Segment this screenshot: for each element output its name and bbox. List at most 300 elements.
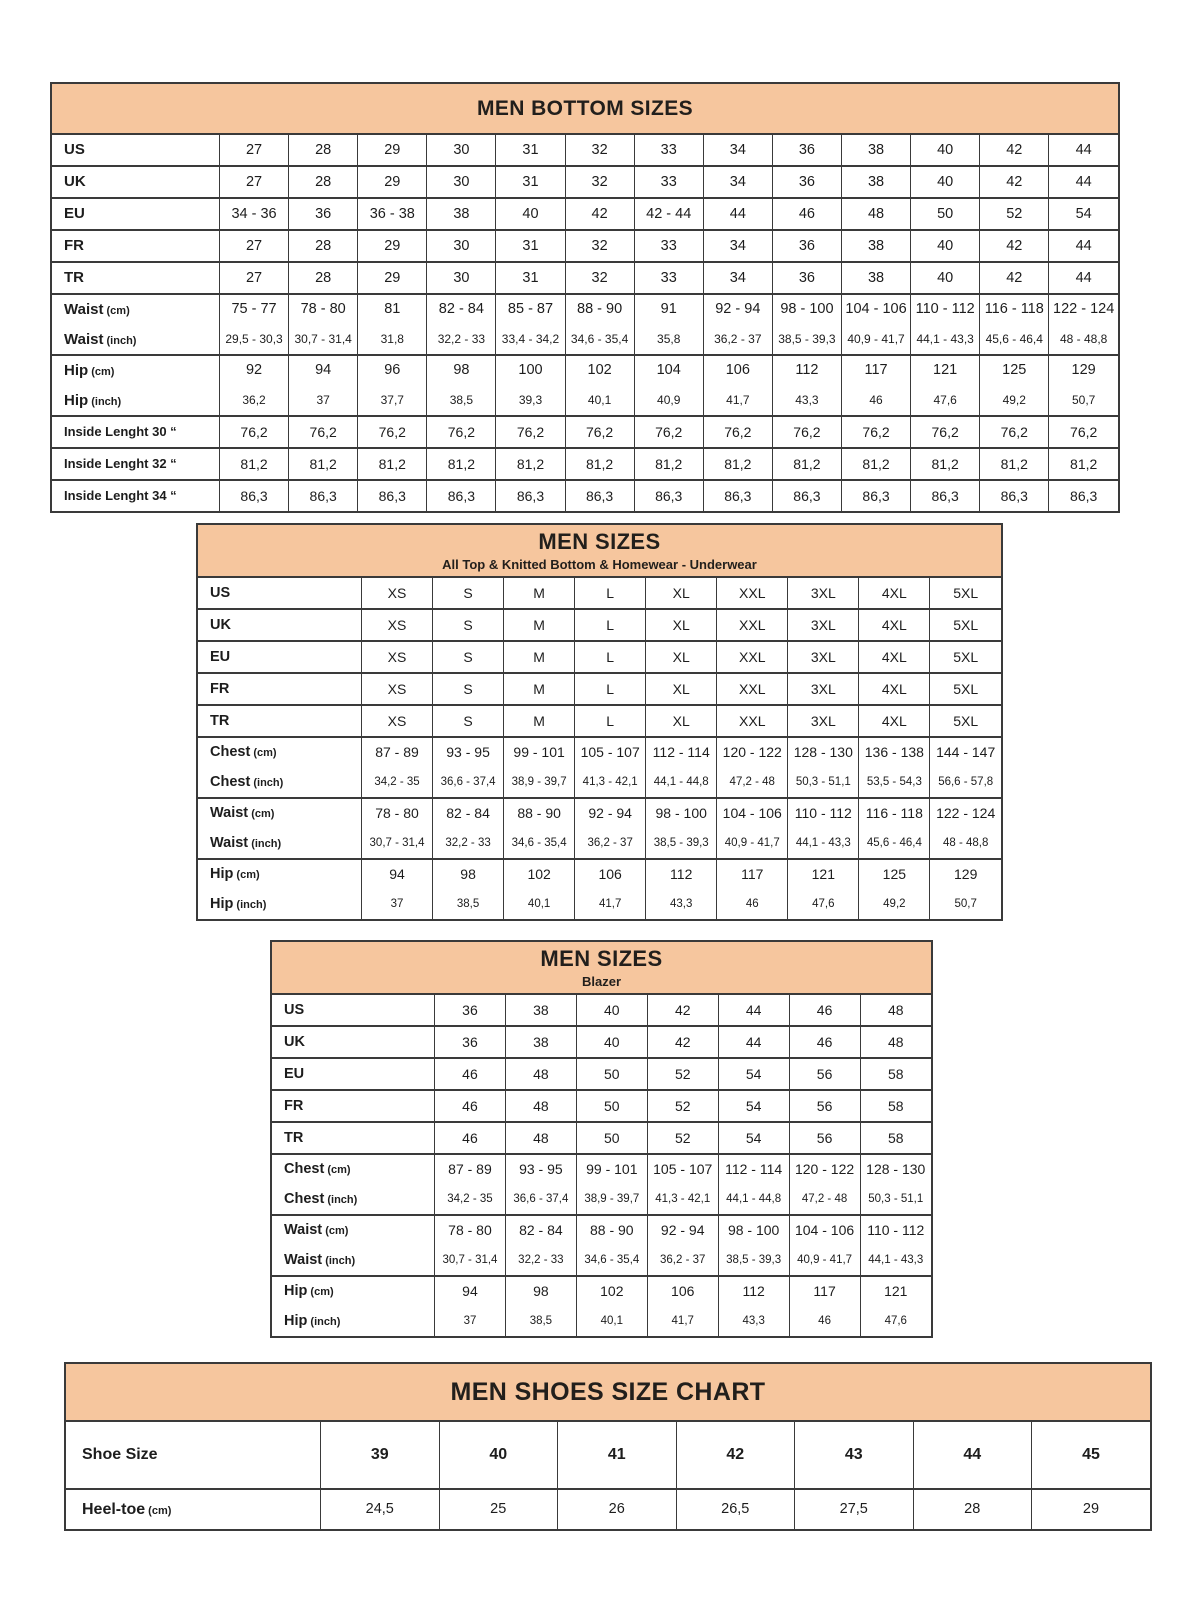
- table-cell: XXL: [717, 609, 788, 641]
- table-cell: 27: [220, 135, 289, 166]
- table-cell: 26,5: [676, 1489, 795, 1529]
- table-cell: 76,2: [841, 416, 910, 448]
- table-cell: 5XL: [930, 578, 1001, 609]
- table-cell: 25: [439, 1489, 558, 1529]
- table-cell: 56: [789, 1058, 860, 1090]
- table-cell: 98 38,5: [505, 1276, 576, 1336]
- table-row-inside-length-34: [52, 480, 1118, 511]
- table-cell: 88 - 90 34,6 - 35,4: [576, 1215, 647, 1276]
- table-cell: L: [575, 609, 646, 641]
- table-cell: 112 - 114 44,1 - 44,8: [646, 737, 717, 798]
- table-row-inside-length-30: [52, 416, 1118, 448]
- table-row-uk: [198, 609, 1001, 641]
- table-cell: 76,2: [220, 416, 289, 448]
- table-cell: 34: [703, 230, 772, 262]
- table-cell: 92 - 94 36,2 - 37: [647, 1215, 718, 1276]
- table-cell: 56: [789, 1122, 860, 1154]
- table-cell: 52: [647, 1090, 718, 1122]
- table-cell: 81,2: [358, 448, 427, 480]
- table-row-uk: [52, 166, 1118, 198]
- table-cell: 58: [860, 1090, 931, 1122]
- table-row-eu: [198, 641, 1001, 673]
- table-cell: 33: [634, 135, 703, 166]
- row-label: Inside Lenght 32 “: [52, 448, 220, 480]
- table-cell: 41: [558, 1422, 677, 1489]
- table-cell: 45: [1032, 1422, 1151, 1489]
- table-cell: 36 - 38: [358, 198, 427, 230]
- table-cell: 86,3: [634, 480, 703, 511]
- men-sizes-top-grid: [198, 578, 1001, 919]
- table-cell: 86,3: [841, 480, 910, 511]
- table-cell: 34: [703, 166, 772, 198]
- table-cell: 104 - 106 40,9 - 41,7: [841, 294, 910, 355]
- table-cell: 39: [321, 1422, 440, 1489]
- table-cell: 3XL: [788, 641, 859, 673]
- table-cell: XL: [646, 609, 717, 641]
- table-cell: S: [433, 641, 504, 673]
- table-cell: 121 47,6: [860, 1276, 931, 1336]
- table-row-hip: [198, 859, 1001, 919]
- table-cell: 102 40,1: [565, 355, 634, 416]
- row-label: UK: [272, 1026, 435, 1058]
- table-cell: 28: [289, 166, 358, 198]
- table-cell: 36: [289, 198, 358, 230]
- table-cell: 29: [358, 230, 427, 262]
- table-cell: 34 - 36: [220, 198, 289, 230]
- table-cell: 27: [220, 230, 289, 262]
- table-subtitle: Blazer: [581, 974, 622, 989]
- table-header: [66, 1364, 1150, 1422]
- table-cell: 117 46: [717, 859, 788, 919]
- table-subtitle: All Top & Knitted Bottom & Homewear - Underwear: [442, 557, 757, 572]
- table-cell: L: [575, 673, 646, 705]
- row-label: EU: [272, 1058, 435, 1090]
- table-cell: 88 - 90 34,6 - 35,4: [565, 294, 634, 355]
- row-label: TR: [272, 1122, 435, 1154]
- table-cell: 4XL: [859, 673, 930, 705]
- table-cell: XS: [362, 673, 433, 705]
- table-cell: 29: [1032, 1489, 1151, 1529]
- table-cell: 82 - 84 32,2 - 33: [505, 1215, 576, 1276]
- table-cell: 5XL: [930, 705, 1001, 737]
- row-label: US: [210, 585, 231, 601]
- row-label: Hip (cm) Hip (inch): [198, 859, 362, 919]
- table-cell: 104 - 106 40,9 - 41,7: [717, 798, 788, 859]
- table-cell: 36: [435, 995, 506, 1026]
- table-cell: 50: [911, 198, 980, 230]
- row-label: Chest (cm) Chest (inch): [198, 737, 362, 798]
- row-label: US: [64, 141, 85, 158]
- table-cell: 112 - 114 44,1 - 44,8: [718, 1154, 789, 1215]
- table-cell: 81,2: [220, 448, 289, 480]
- table-row-shoe-size: [66, 1422, 1150, 1489]
- table-cell: 81,2: [911, 448, 980, 480]
- row-label: Heel-toe (cm): [66, 1489, 321, 1529]
- table-header: [272, 942, 931, 995]
- table-cell: 42 - 44: [634, 198, 703, 230]
- table-cell: M: [504, 609, 575, 641]
- table-cell: 36: [435, 1026, 506, 1058]
- table-cell: 112 43,3: [646, 859, 717, 919]
- table-cell: 104 40,9: [634, 355, 703, 416]
- table-cell: 33: [634, 262, 703, 294]
- row-label: Waist (cm) Waist (inch): [198, 798, 362, 859]
- table-cell: 81,2: [703, 448, 772, 480]
- table-cell: 48: [841, 198, 910, 230]
- table-cell: 58: [860, 1058, 931, 1090]
- men-sizes-blazer-table: [270, 940, 933, 1338]
- table-title: MEN SIZES: [538, 529, 661, 554]
- row-label: FR: [272, 1090, 435, 1122]
- table-cell: 4XL: [859, 641, 930, 673]
- table-cell: 144 - 147 56,6 - 57,8: [930, 737, 1001, 798]
- table-cell: 76,2: [565, 416, 634, 448]
- table-cell: 87 - 89 34,2 - 35: [362, 737, 433, 798]
- table-row-us: [198, 578, 1001, 609]
- table-cell: 99 - 101 38,9 - 39,7: [504, 737, 575, 798]
- table-cell: 50: [576, 1090, 647, 1122]
- table-cell: XS: [362, 641, 433, 673]
- table-row-uk: [272, 1026, 931, 1058]
- table-cell: 31: [496, 262, 565, 294]
- table-cell: 50: [576, 1122, 647, 1154]
- table-cell: XL: [646, 673, 717, 705]
- table-cell: 81,2: [634, 448, 703, 480]
- table-cell: XXL: [717, 673, 788, 705]
- table-row-eu: [272, 1058, 931, 1090]
- table-cell: 86,3: [772, 480, 841, 511]
- table-cell: 117 46: [841, 355, 910, 416]
- table-cell: 40: [911, 166, 980, 198]
- table-cell: 28: [913, 1489, 1032, 1529]
- table-title: MEN BOTTOM SIZES: [476, 96, 694, 120]
- table-cell: 85 - 87 33,4 - 34,2: [496, 294, 565, 355]
- table-cell: 94 37: [289, 355, 358, 416]
- table-cell: 81,2: [1049, 448, 1118, 480]
- table-cell: 78 - 80 30,7 - 31,4: [435, 1215, 506, 1276]
- table-cell: 88 - 90 34,6 - 35,4: [504, 798, 575, 859]
- table-cell: 122 - 124 48 - 48,8: [1049, 294, 1118, 355]
- table-cell: 81,2: [289, 448, 358, 480]
- row-label: TR: [198, 705, 362, 737]
- table-cell: 42: [980, 262, 1049, 294]
- table-cell: 31: [496, 230, 565, 262]
- table-cell: 38: [841, 230, 910, 262]
- table-cell: 46: [789, 1026, 860, 1058]
- table-cell: 38: [841, 135, 910, 166]
- table-cell: 40: [911, 230, 980, 262]
- men-shoes-size-table: [64, 1362, 1152, 1531]
- table-cell: 52: [647, 1122, 718, 1154]
- table-cell: 76,2: [634, 416, 703, 448]
- table-cell: 92 36,2: [220, 355, 289, 416]
- table-cell: 106 41,7: [703, 355, 772, 416]
- table-cell: 136 - 138 53,5 - 54,3: [859, 737, 930, 798]
- table-cell: 86,3: [1049, 480, 1118, 511]
- men-bottom-sizes-grid: [52, 135, 1118, 511]
- table-cell: 48: [505, 1122, 576, 1154]
- table-cell: 28: [289, 135, 358, 166]
- table-cell: 98 - 100 38,5 - 39,3: [646, 798, 717, 859]
- table-cell: 44: [1049, 262, 1118, 294]
- row-label: Waist (cm) Waist (inch): [272, 1215, 435, 1276]
- table-cell: 38: [505, 995, 576, 1026]
- table-cell: 28: [289, 230, 358, 262]
- table-row-chest: [272, 1154, 931, 1215]
- table-cell: 76,2: [496, 416, 565, 448]
- table-cell: 31: [496, 135, 565, 166]
- table-cell: 48: [505, 1090, 576, 1122]
- table-cell: 76,2: [772, 416, 841, 448]
- row-label: Inside Lenght 34 “: [52, 480, 220, 511]
- table-cell: 27: [220, 262, 289, 294]
- table-cell: 120 - 122 47,2 - 48: [717, 737, 788, 798]
- men-bottom-sizes-table: [50, 82, 1120, 513]
- table-cell: 76,2: [427, 416, 496, 448]
- table-cell: 32: [565, 262, 634, 294]
- table-cell: 40: [496, 198, 565, 230]
- table-cell: 54: [1049, 198, 1118, 230]
- table-row-hip: [52, 355, 1118, 416]
- table-cell: 30: [427, 230, 496, 262]
- table-cell: 36: [772, 135, 841, 166]
- table-cell: 81 31,8: [358, 294, 427, 355]
- table-cell: XXL: [717, 578, 788, 609]
- table-cell: 30: [427, 262, 496, 294]
- table-cell: 76,2: [289, 416, 358, 448]
- table-cell: 40: [576, 995, 647, 1026]
- table-cell: XS: [362, 609, 433, 641]
- table-cell: 128 - 130 50,3 - 51,1: [860, 1154, 931, 1215]
- table-cell: 104 - 106 40,9 - 41,7: [789, 1215, 860, 1276]
- table-cell: 86,3: [565, 480, 634, 511]
- table-cell: XXL: [717, 705, 788, 737]
- row-label: UK: [198, 609, 362, 641]
- table-cell: 116 - 118 45,6 - 46,4: [859, 798, 930, 859]
- table-cell: 81,2: [841, 448, 910, 480]
- table-cell: 30: [427, 166, 496, 198]
- table-cell: 129 50,7: [930, 859, 1001, 919]
- table-cell: 40: [911, 262, 980, 294]
- table-cell: 93 - 95 36,6 - 37,4: [433, 737, 504, 798]
- table-cell: XS: [362, 705, 433, 737]
- row-label: Inside Lenght 30 “: [52, 416, 220, 448]
- table-cell: 4XL: [859, 705, 930, 737]
- table-cell: 128 - 130 50,3 - 51,1: [788, 737, 859, 798]
- table-cell: 81,2: [772, 448, 841, 480]
- table-cell: 42: [647, 995, 718, 1026]
- table-cell: 27,5: [795, 1489, 914, 1529]
- table-cell: 81,2: [496, 448, 565, 480]
- table-cell: M: [504, 578, 575, 609]
- table-cell: 38: [505, 1026, 576, 1058]
- table-cell: 42: [647, 1026, 718, 1058]
- table-cell: 33: [634, 166, 703, 198]
- table-cell: 46: [435, 1122, 506, 1154]
- table-title: MEN SHOES SIZE CHART: [450, 1377, 766, 1406]
- men-sizes-blazer-grid: [272, 995, 931, 1336]
- table-cell: 5XL: [930, 673, 1001, 705]
- table-cell: 100 39,3: [496, 355, 565, 416]
- table-cell: 33: [634, 230, 703, 262]
- table-cell: 92 - 94 36,2 - 37: [575, 798, 646, 859]
- table-cell: 78 - 80 30,7 - 31,4: [289, 294, 358, 355]
- table-cell: 4XL: [859, 609, 930, 641]
- table-row-waist: [272, 1215, 931, 1276]
- row-label: Chest (cm) Chest (inch): [272, 1154, 435, 1215]
- table-cell: 110 - 112 44,1 - 43,3: [788, 798, 859, 859]
- table-cell: 44: [1049, 230, 1118, 262]
- table-cell: 129 50,7: [1049, 355, 1118, 416]
- table-cell: XL: [646, 578, 717, 609]
- table-row-tr: [272, 1122, 931, 1154]
- table-header: [52, 84, 1118, 135]
- table-cell: 5XL: [930, 609, 1001, 641]
- table-cell: L: [575, 578, 646, 609]
- table-cell: 44: [1049, 166, 1118, 198]
- table-cell: 43: [795, 1422, 914, 1489]
- table-cell: 76,2: [1049, 416, 1118, 448]
- table-cell: 26: [558, 1489, 677, 1529]
- table-cell: 3XL: [788, 609, 859, 641]
- table-cell: M: [504, 673, 575, 705]
- table-cell: 93 - 95 36,6 - 37,4: [505, 1154, 576, 1215]
- table-cell: S: [433, 705, 504, 737]
- table-row-us: [52, 135, 1118, 166]
- table-cell: 42: [980, 135, 1049, 166]
- table-cell: 98 38,5: [433, 859, 504, 919]
- table-row-waist: [52, 294, 1118, 355]
- table-row-fr: [52, 230, 1118, 262]
- table-title: MEN SIZES: [540, 946, 663, 971]
- table-cell: 32: [565, 166, 634, 198]
- table-cell: 78 - 80 30,7 - 31,4: [362, 798, 433, 859]
- table-cell: 38: [841, 262, 910, 294]
- table-cell: 106 41,7: [647, 1276, 718, 1336]
- table-cell: 81,2: [565, 448, 634, 480]
- table-cell: 3XL: [788, 705, 859, 737]
- table-cell: 29: [358, 166, 427, 198]
- table-cell: 27: [220, 166, 289, 198]
- table-row-fr: [272, 1090, 931, 1122]
- row-label: US: [284, 1002, 305, 1018]
- table-cell: S: [433, 578, 504, 609]
- table-cell: 86,3: [911, 480, 980, 511]
- table-cell: 38: [427, 198, 496, 230]
- table-cell: 96 37,7: [358, 355, 427, 416]
- table-cell: 98 38,5: [427, 355, 496, 416]
- table-cell: 48: [860, 1026, 931, 1058]
- table-cell: 125 49,2: [859, 859, 930, 919]
- table-cell: 110 - 112 44,1 - 43,3: [911, 294, 980, 355]
- table-cell: 3XL: [788, 578, 859, 609]
- table-cell: 32: [565, 135, 634, 166]
- table-cell: 34: [703, 135, 772, 166]
- table-cell: 76,2: [703, 416, 772, 448]
- table-cell: 40: [439, 1422, 558, 1489]
- table-cell: 86,3: [289, 480, 358, 511]
- table-cell: S: [433, 673, 504, 705]
- table-cell: 94 37: [362, 859, 433, 919]
- table-cell: 98 - 100 38,5 - 39,3: [718, 1215, 789, 1276]
- men-shoes-size-grid: [66, 1422, 1150, 1529]
- table-cell: 31: [496, 166, 565, 198]
- row-label: FR: [198, 673, 362, 705]
- table-cell: 36: [772, 166, 841, 198]
- table-cell: 24,5: [321, 1489, 440, 1529]
- table-cell: 75 - 77 29,5 - 30,3: [220, 294, 289, 355]
- men-sizes-top-table: [196, 523, 1003, 921]
- table-cell: 120 - 122 47,2 - 48: [789, 1154, 860, 1215]
- row-label: Shoe Size: [82, 1446, 158, 1463]
- table-cell: 52: [980, 198, 1049, 230]
- row-label: TR: [52, 262, 220, 294]
- table-cell: 76,2: [358, 416, 427, 448]
- table-row-hip: [272, 1276, 931, 1336]
- table-cell: 56: [789, 1090, 860, 1122]
- table-cell: 42: [980, 166, 1049, 198]
- table-cell: 116 - 118 45,6 - 46,4: [980, 294, 1049, 355]
- table-cell: 86,3: [427, 480, 496, 511]
- table-cell: 86,3: [220, 480, 289, 511]
- table-cell: 29: [358, 262, 427, 294]
- table-cell: 110 - 112 44,1 - 43,3: [860, 1215, 931, 1276]
- table-cell: 54: [718, 1090, 789, 1122]
- table-cell: 46: [435, 1058, 506, 1090]
- table-cell: 99 - 101 38,9 - 39,7: [576, 1154, 647, 1215]
- row-label: Hip (cm) Hip (inch): [52, 355, 220, 416]
- table-cell: 4XL: [859, 578, 930, 609]
- table-cell: 38: [841, 166, 910, 198]
- table-cell: 105 - 107 41,3 - 42,1: [575, 737, 646, 798]
- row-label: FR: [52, 230, 220, 262]
- table-cell: 3XL: [788, 673, 859, 705]
- table-cell: 82 - 84 32,2 - 33: [427, 294, 496, 355]
- table-cell: 92 - 94 36,2 - 37: [703, 294, 772, 355]
- table-cell: 94 37: [435, 1276, 506, 1336]
- table-cell: 87 - 89 34,2 - 35: [435, 1154, 506, 1215]
- table-cell: 98 - 100 38,5 - 39,3: [772, 294, 841, 355]
- table-cell: XL: [646, 705, 717, 737]
- table-cell: 36: [772, 262, 841, 294]
- table-cell: 46: [435, 1090, 506, 1122]
- table-cell: 121 47,6: [911, 355, 980, 416]
- table-cell: 40: [911, 135, 980, 166]
- table-cell: 40: [576, 1026, 647, 1058]
- table-header: [198, 525, 1001, 578]
- table-row-inside-length-32: [52, 448, 1118, 480]
- table-row-eu: [52, 198, 1118, 230]
- table-cell: M: [504, 641, 575, 673]
- table-cell: 122 - 124 48 - 48,8: [930, 798, 1001, 859]
- row-label: Waist (cm) Waist (inch): [52, 294, 220, 355]
- table-cell: 86,3: [703, 480, 772, 511]
- table-row-fr: [198, 673, 1001, 705]
- table-cell: 5XL: [930, 641, 1001, 673]
- table-cell: L: [575, 705, 646, 737]
- table-cell: 28: [289, 262, 358, 294]
- table-cell: 32: [565, 230, 634, 262]
- table-cell: 86,3: [496, 480, 565, 511]
- table-cell: M: [504, 705, 575, 737]
- table-cell: 34: [703, 262, 772, 294]
- table-cell: 54: [718, 1058, 789, 1090]
- table-cell: 121 47,6: [788, 859, 859, 919]
- table-row-tr: [52, 262, 1118, 294]
- table-cell: 46: [789, 995, 860, 1026]
- table-cell: 52: [647, 1058, 718, 1090]
- table-cell: 81,2: [427, 448, 496, 480]
